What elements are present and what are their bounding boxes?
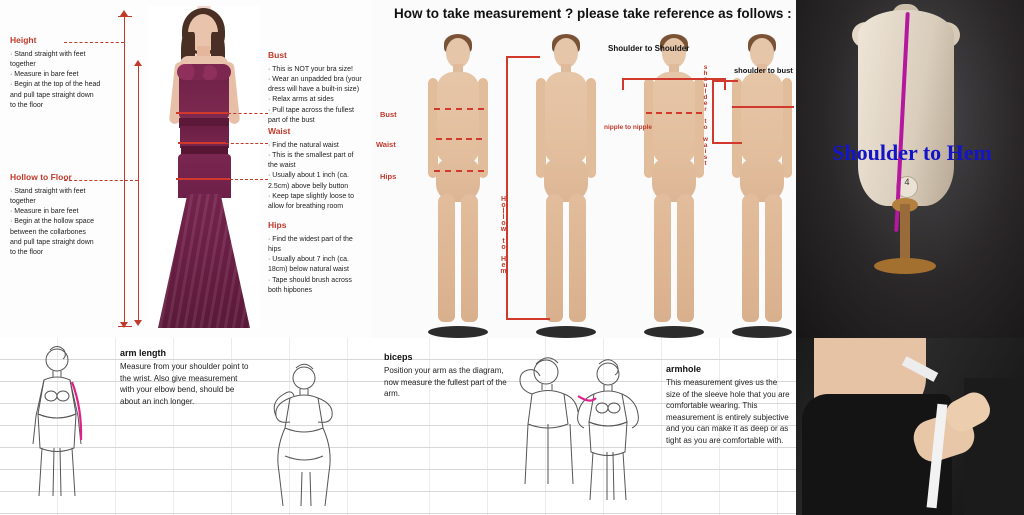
waist-label: Waist [376, 140, 396, 149]
how-to-measure-panel [372, 0, 796, 338]
hips-bullets [268, 235, 370, 296]
hips-title: Hips [268, 220, 287, 230]
biceps-note [384, 352, 514, 400]
bullet: · Measure in bare feet [10, 71, 79, 79]
bust-tape-line [434, 108, 484, 110]
armhole-photo-panel [796, 338, 1024, 515]
waist-tape-line [436, 138, 482, 140]
figure-leg-right [461, 194, 478, 322]
dress-photo [148, 6, 260, 328]
armhole-note [666, 364, 792, 447]
hollow-to-floor-bullets [10, 187, 128, 258]
hollow-arrow-bottom [134, 320, 142, 326]
height-bullets [10, 50, 122, 111]
hollow-to-hem-top-tick [506, 56, 540, 58]
biceps-title: biceps [384, 352, 413, 362]
biceps-panel [372, 338, 662, 515]
bullet: 2.5cm) above belly button [268, 182, 349, 190]
dress-ruffle-trim [177, 64, 231, 80]
bust-title: Bust [268, 50, 287, 60]
figure-leg-left [654, 194, 671, 322]
bust-section [268, 50, 370, 126]
bust-bullets [268, 65, 370, 126]
hips-label: Hips [380, 172, 397, 181]
sts-tick-left [622, 78, 624, 90]
shoulder-to-waist-label: shoulder to waist [702, 64, 709, 166]
figure-leg-left [546, 194, 563, 322]
hips-tape-line [434, 170, 484, 172]
arm-length-sketch-bent [254, 360, 354, 510]
hips-leader [230, 179, 268, 180]
hips-section [268, 220, 370, 296]
bullet: dress will have a built-in size) [268, 86, 360, 94]
figure-leg-left [438, 194, 455, 322]
stw-tick-top [712, 80, 738, 82]
armhole-body: This measurement gives us the size of the sleeve hole that you are comfortable wearing. This measurement is entirely subjective and you can make it as deep or as tight as you are comfortable with. [666, 378, 790, 445]
figure-torso [653, 72, 695, 164]
figure-base [732, 326, 792, 338]
figure-torso [437, 72, 479, 164]
height-arrow-bottom [120, 322, 128, 328]
bullet: · Find the natural waist [268, 142, 339, 149]
shoulder-to-shoulder-label: Shoulder to Shoulder [608, 44, 690, 53]
figure-base [644, 326, 704, 338]
figure-arm-right [478, 78, 488, 178]
height-section [10, 35, 122, 111]
hollow-to-hem-line [506, 56, 508, 320]
figure-leg-right [677, 194, 694, 322]
how-to-measure-title: How to take measurement ? please take reference as follows : [394, 6, 792, 21]
biceps-body: Position your arm as the diagram, now measure the fullest part of the arm. [384, 366, 507, 399]
biceps-sketch-figure [558, 356, 658, 506]
shoulder-to-bust-line [732, 106, 794, 108]
armhole-title: armhole [666, 364, 702, 374]
shoulder-to-hem-label: Shoulder to Hem [832, 140, 992, 165]
figure-base [536, 326, 596, 338]
bullet: · Usually about 7 inch (ca. [268, 256, 349, 264]
hollow-to-floor-title: Hollow to Floor [10, 172, 72, 182]
arm-length-sketch-front [14, 344, 100, 504]
dress-form-photo-panel [796, 0, 1024, 338]
arm-length-panel [0, 338, 372, 515]
bullet: · Wear an unpadded bra (your [268, 76, 362, 84]
bullet: allow for breathing room [268, 202, 344, 210]
hollow-arrow-top [134, 60, 142, 66]
figure-leg-right [569, 194, 586, 322]
bullet: between the collarbones [10, 228, 86, 236]
bullet: · Tape should brush across [268, 276, 352, 284]
waist-tape [178, 142, 226, 144]
bullet: · This is NOT your bra size! [268, 66, 353, 73]
dress-measurement-panel [0, 0, 372, 338]
mannequin-figure-4 [716, 34, 796, 334]
bullet: to the floor [10, 101, 44, 109]
figure-torso [545, 72, 587, 164]
waist-bullets [268, 141, 370, 212]
stw-tick-bottom [712, 142, 742, 144]
bullet: · This is the smallest part of [268, 152, 354, 160]
arm-length-note [120, 348, 250, 407]
form-foot [874, 258, 936, 274]
bullet: together [10, 198, 36, 206]
height-title: Height [10, 35, 37, 45]
figure-arm-right [782, 78, 792, 178]
waist-leader [226, 143, 268, 144]
dress-midriff [180, 126, 229, 148]
bullet: · Begin at the hollow space [10, 218, 95, 226]
figure-base [428, 326, 488, 338]
dress-hip-drape [178, 154, 231, 198]
bullet: · Stand straight with feet [10, 51, 86, 58]
mannequin-figure-2 [520, 34, 612, 334]
hollow-to-hem-bottom-tick [506, 318, 550, 320]
bullet: · Relax arms at sides [268, 96, 334, 104]
bullet: and pull tape straight down [10, 91, 94, 99]
figure-leg-right [765, 194, 782, 322]
bullet: the waist [268, 162, 296, 170]
height-tick-top [118, 16, 132, 17]
bullet: 18cm) below natural waist [268, 266, 349, 274]
height-line [124, 16, 125, 326]
arm-length-body: Measure from your shoulder point to the wrist. Also give measurement with your elbow bend, should be about an inch longer. [120, 362, 249, 406]
shoulder-to-waist-line [712, 80, 714, 144]
shoulder-to-bust-label: shoulder to bust [734, 66, 793, 75]
bullet: · Pull tape across the fullest [268, 106, 354, 114]
nipple-to-nipple-label: nipple to nipple [604, 124, 653, 131]
bust-leader [228, 113, 268, 114]
height-tick-bottom [118, 326, 132, 327]
bullet: hips [268, 246, 281, 254]
bust-label: Bust [380, 110, 397, 119]
waist-title: Waist [268, 126, 291, 136]
bust-tape [176, 112, 228, 114]
bullet: part of the bust [268, 116, 315, 124]
shoulder-to-shoulder-line [622, 78, 726, 80]
hips-tape [176, 178, 230, 180]
dress-skirt-sheen [158, 194, 250, 328]
bullet: · Stand straight with feet [10, 188, 86, 195]
armhole-panel [662, 338, 796, 515]
hollow-to-floor-section [10, 172, 128, 258]
bullet: and pull tape straight down [10, 238, 94, 246]
waist-section [268, 126, 370, 212]
bullet: both hipbones [268, 286, 312, 294]
nipple-to-nipple-line [646, 112, 702, 114]
bullet: · Find the widest part of the [268, 236, 353, 243]
figure-torso [741, 72, 783, 164]
figure-leg-left [742, 194, 759, 322]
bullet: together [10, 61, 36, 69]
bullet: · Keep tape slightly loose to [268, 192, 354, 200]
hollow-to-hem-label: Hollow to Hem [500, 196, 507, 274]
figure-arm-right [586, 78, 596, 178]
bullet: · Measure in bare feet [10, 208, 79, 216]
mannequin-figure-1 [412, 34, 504, 334]
arm-length-title: arm length [120, 348, 167, 358]
bullet: to the floor [10, 248, 44, 256]
bullet: · Begin at the top of the head [10, 81, 101, 89]
hollow-to-floor-line [138, 66, 139, 324]
form-size-badge: 4 [896, 176, 918, 198]
form-stand [900, 204, 910, 262]
bullet: · Usually about 1 inch (ca. [268, 172, 349, 180]
